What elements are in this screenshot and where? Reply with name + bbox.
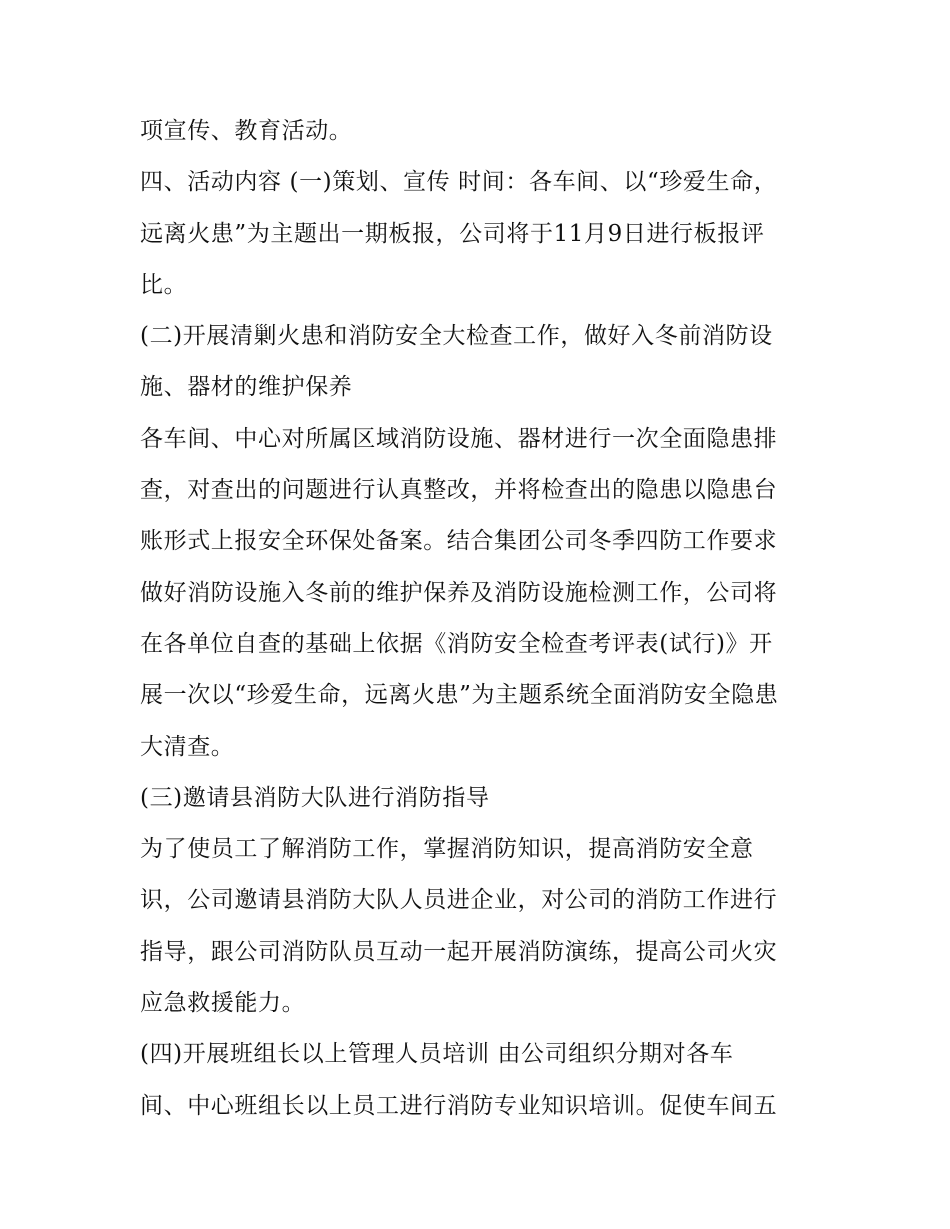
text-line: 间、中心班组长以上员工进行消防专业知识培训。促使车间五 <box>140 1092 778 1119</box>
text-line: 四、活动内容 (一)策划、宣传 时间：各车间、以“珍爱生命， <box>140 169 778 196</box>
text-line: 查，对查出的问题进行认真整改，并将检查出的隐患以隐患台 <box>140 477 778 504</box>
text-line: 应急救援能力。 <box>140 990 306 1017</box>
text-line: 做好消防设施入冬前的维护保养及消防设施检测工作，公司将 <box>140 579 778 606</box>
text-line: 施、器材的维护保养 <box>140 374 353 401</box>
text-line: 各车间、中心对所属区域消防设施、器材进行一次全面隐患排 <box>140 425 778 452</box>
text-line: 账形式上报安全环保处备案。结合集团公司冬季四防工作要求 <box>140 528 778 555</box>
text-line: 项宣传、教育活动。 <box>140 118 353 144</box>
text-line: (二)开展清剿火患和消防安全大检查工作，做好入冬前消防设 <box>140 323 773 350</box>
text-line: 展一次以“珍爱生命，远离火患”为主题系统全面消防安全隐患 <box>140 682 779 709</box>
text-line: 大清查。 <box>140 733 235 760</box>
text-line: 指导，跟公司消防队员互动一起开展消防演练，提高公司火灾 <box>140 938 778 965</box>
text-line: 比。 <box>140 271 188 298</box>
text-line: (四)开展班组长以上管理人员培训 由公司组织分期对各车 <box>140 1041 734 1068</box>
document-body <box>140 106 820 1132</box>
text-line: (三)邀请县消防大队进行消防指导 <box>140 784 490 811</box>
text-line: 识，公司邀请县消防大队人员进企业，对公司的消防工作进行 <box>140 887 778 914</box>
text-line: 在各单位自查的基础上依据《消防安全检查考评表(试行)》开 <box>140 630 773 657</box>
text-line: 远离火患”为主题出一期板报，公司将于11月9日进行板报评 <box>140 220 765 247</box>
text-line: 为了使员工了解消防工作，掌握消防知识，提高消防安全意 <box>140 836 754 863</box>
